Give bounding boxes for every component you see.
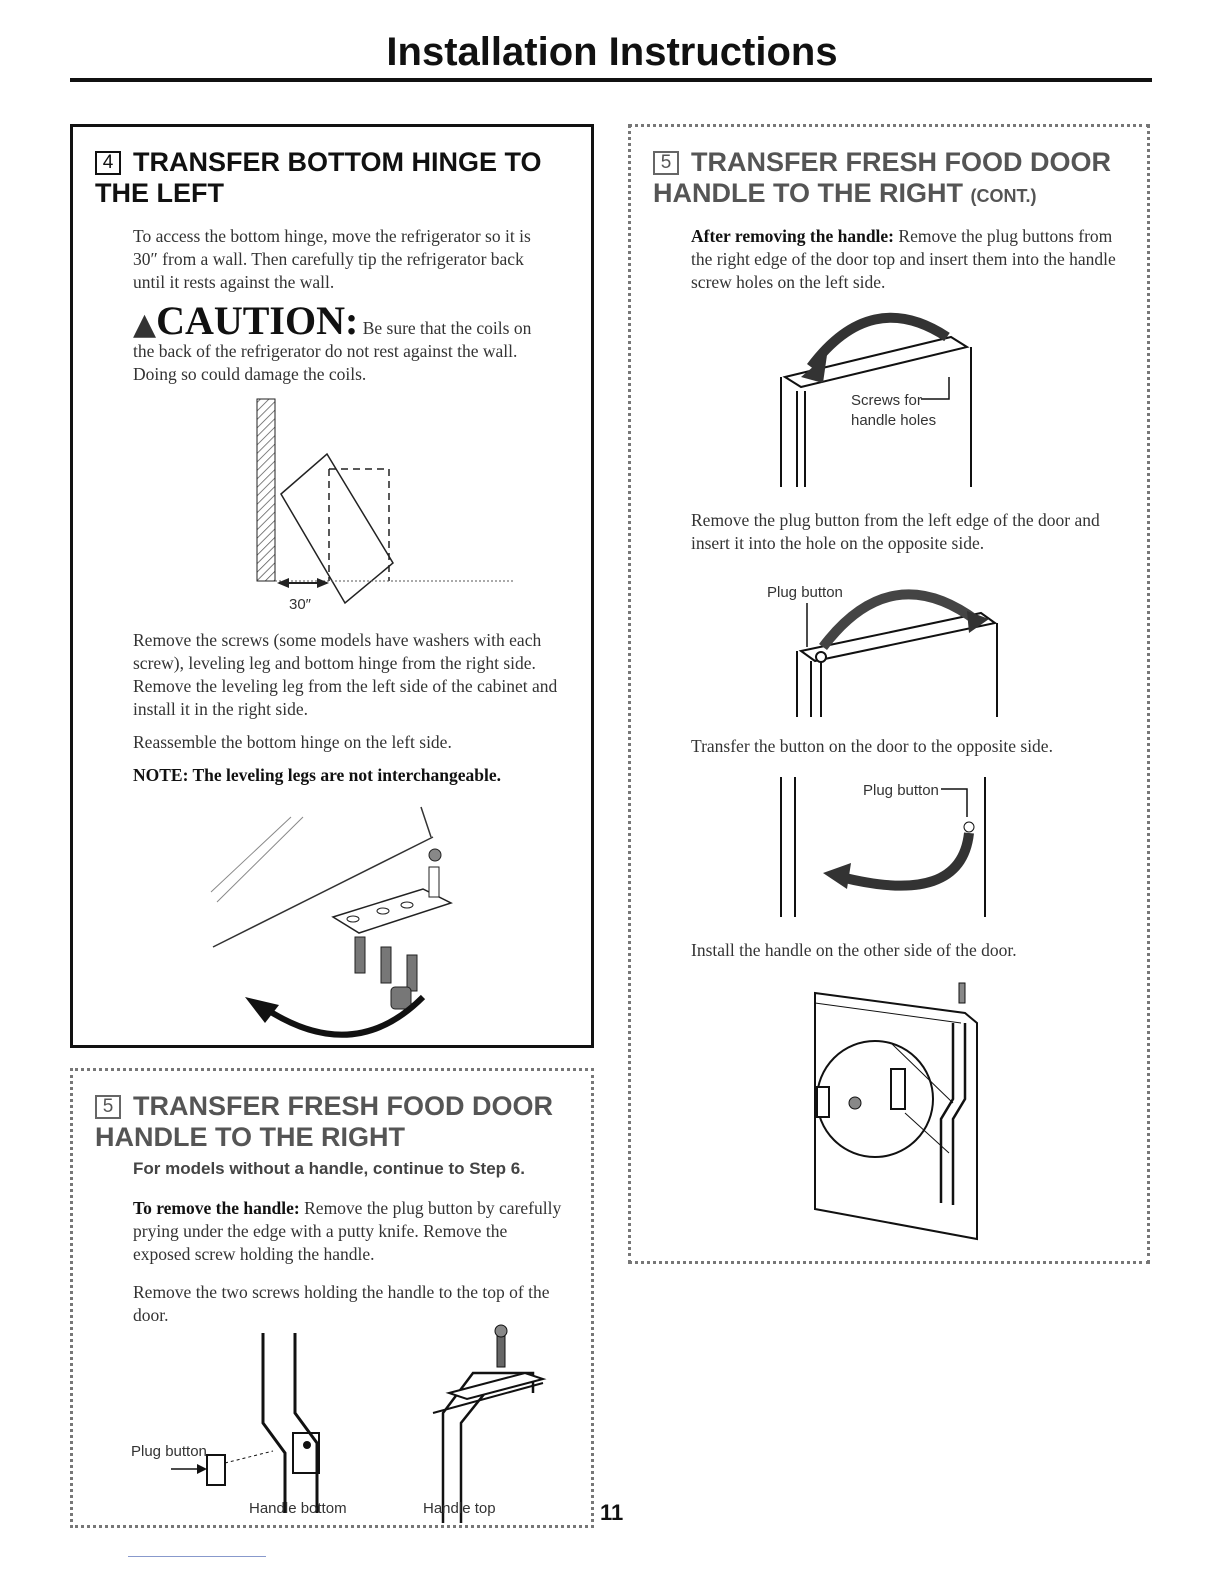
step4-heading xyxy=(95,147,565,209)
tip-back-figure xyxy=(243,399,523,619)
page-title: Installation Instructions xyxy=(386,30,838,74)
door-side-figure xyxy=(771,777,1011,917)
screws-label-1: Screws for xyxy=(851,392,922,409)
caution-word: CAUTION: xyxy=(156,298,359,343)
step4-caution xyxy=(133,298,553,386)
footer-rule xyxy=(128,1556,266,1557)
step4-note: NOTE: The leveling legs are not interchangeable. xyxy=(133,765,501,785)
door-top-figure-1 xyxy=(771,307,991,487)
plug-button-label: Plug button xyxy=(131,1443,207,1460)
step5-para1-text: Remove the plug button by carefully prying under the edge with a putty knife. Remove the exposed screw holding the handle. xyxy=(133,1198,562,1264)
step5-heading xyxy=(95,1091,575,1153)
step4-para3: Reassemble the bottom hinge on the left side. xyxy=(133,732,452,752)
step4-para2: Remove the screws (some models have washers with each screw), leveling leg and bottom hinge from the right side. Remove the leveling leg from the left side of the cabinet and install it in the right side. xyxy=(133,630,558,719)
step5-cont-para4: Install the handle on the other side of the door. xyxy=(691,940,1017,960)
handle-top-label: Handle top xyxy=(423,1500,496,1517)
screws-label-2: handle holes xyxy=(851,412,937,429)
step5-subnote: For models without a handle, continue to Step 6. xyxy=(133,1159,525,1178)
step4-box xyxy=(70,124,594,1048)
install-handle-figure xyxy=(801,983,1001,1243)
step5-para1-lead: To remove the handle: xyxy=(133,1198,300,1218)
step5-cont-para3: Transfer the button on the door to the opposite side. xyxy=(691,736,1053,756)
bottom-hinge-figure xyxy=(183,807,503,1037)
step4-para1: To access the bottom hinge, move the refrigerator so it is 30″ from a wall. Then carefully tip the refrigerator back until it rests against the wall. xyxy=(133,226,531,292)
caution-text: Be sure that the coils on the back of the refrigerator do not rest against the wall. Doing so could damage the coils. xyxy=(133,318,532,384)
step5-para1 xyxy=(133,1197,563,1266)
step5-cont-para1-lead: After removing the handle: xyxy=(691,226,895,246)
step5-cont-label: (CONT.) xyxy=(970,186,1037,206)
detail-circle-shape xyxy=(817,1041,933,1157)
plug-button-label-2: Plug button xyxy=(863,782,939,799)
step5-box xyxy=(70,1068,594,1528)
screws-shape xyxy=(355,937,417,1009)
step5-cont-number: 5 xyxy=(653,151,679,175)
step5-heading-text: TRANSFER FRESH FOOD DOOR HANDLE TO THE RIGHT xyxy=(95,1091,554,1152)
step5-cont-heading xyxy=(653,147,1133,212)
distance-label: 30″ xyxy=(289,596,311,613)
warning-icon: ▲ xyxy=(133,307,157,342)
step5-cont-heading-text: TRANSFER FRESH FOOD DOOR HANDLE TO THE RIGHT xyxy=(653,147,1112,208)
handle-bottom-label: Handle bottom xyxy=(249,1500,347,1517)
step5-cont-para2: Remove the plug button from the left edge of the door and insert it into the hole on the opposite side. xyxy=(691,510,1100,553)
handle-removal-figure xyxy=(73,1333,593,1523)
wall-shape xyxy=(257,399,275,581)
step5-para2: Remove the two screws holding the handle to the top of the door. xyxy=(133,1282,550,1325)
step5-cont-para1 xyxy=(691,225,1131,294)
step5-number: 5 xyxy=(95,1095,121,1119)
step5-cont-box xyxy=(628,124,1150,1264)
door-top-figure-2 xyxy=(767,567,1021,717)
step4-heading-text: TRANSFER BOTTOM HINGE TO THE LEFT xyxy=(95,147,542,208)
page-number: 11 xyxy=(600,1500,624,1525)
plug-button-label-1: Plug button xyxy=(767,584,843,601)
title-rule xyxy=(70,78,1152,82)
step5-cont-para1-text: Remove the plug buttons from the right edge of the door top and insert them into the handle screw holes on the left side. xyxy=(691,226,1116,292)
step4-number: 4 xyxy=(95,151,121,175)
